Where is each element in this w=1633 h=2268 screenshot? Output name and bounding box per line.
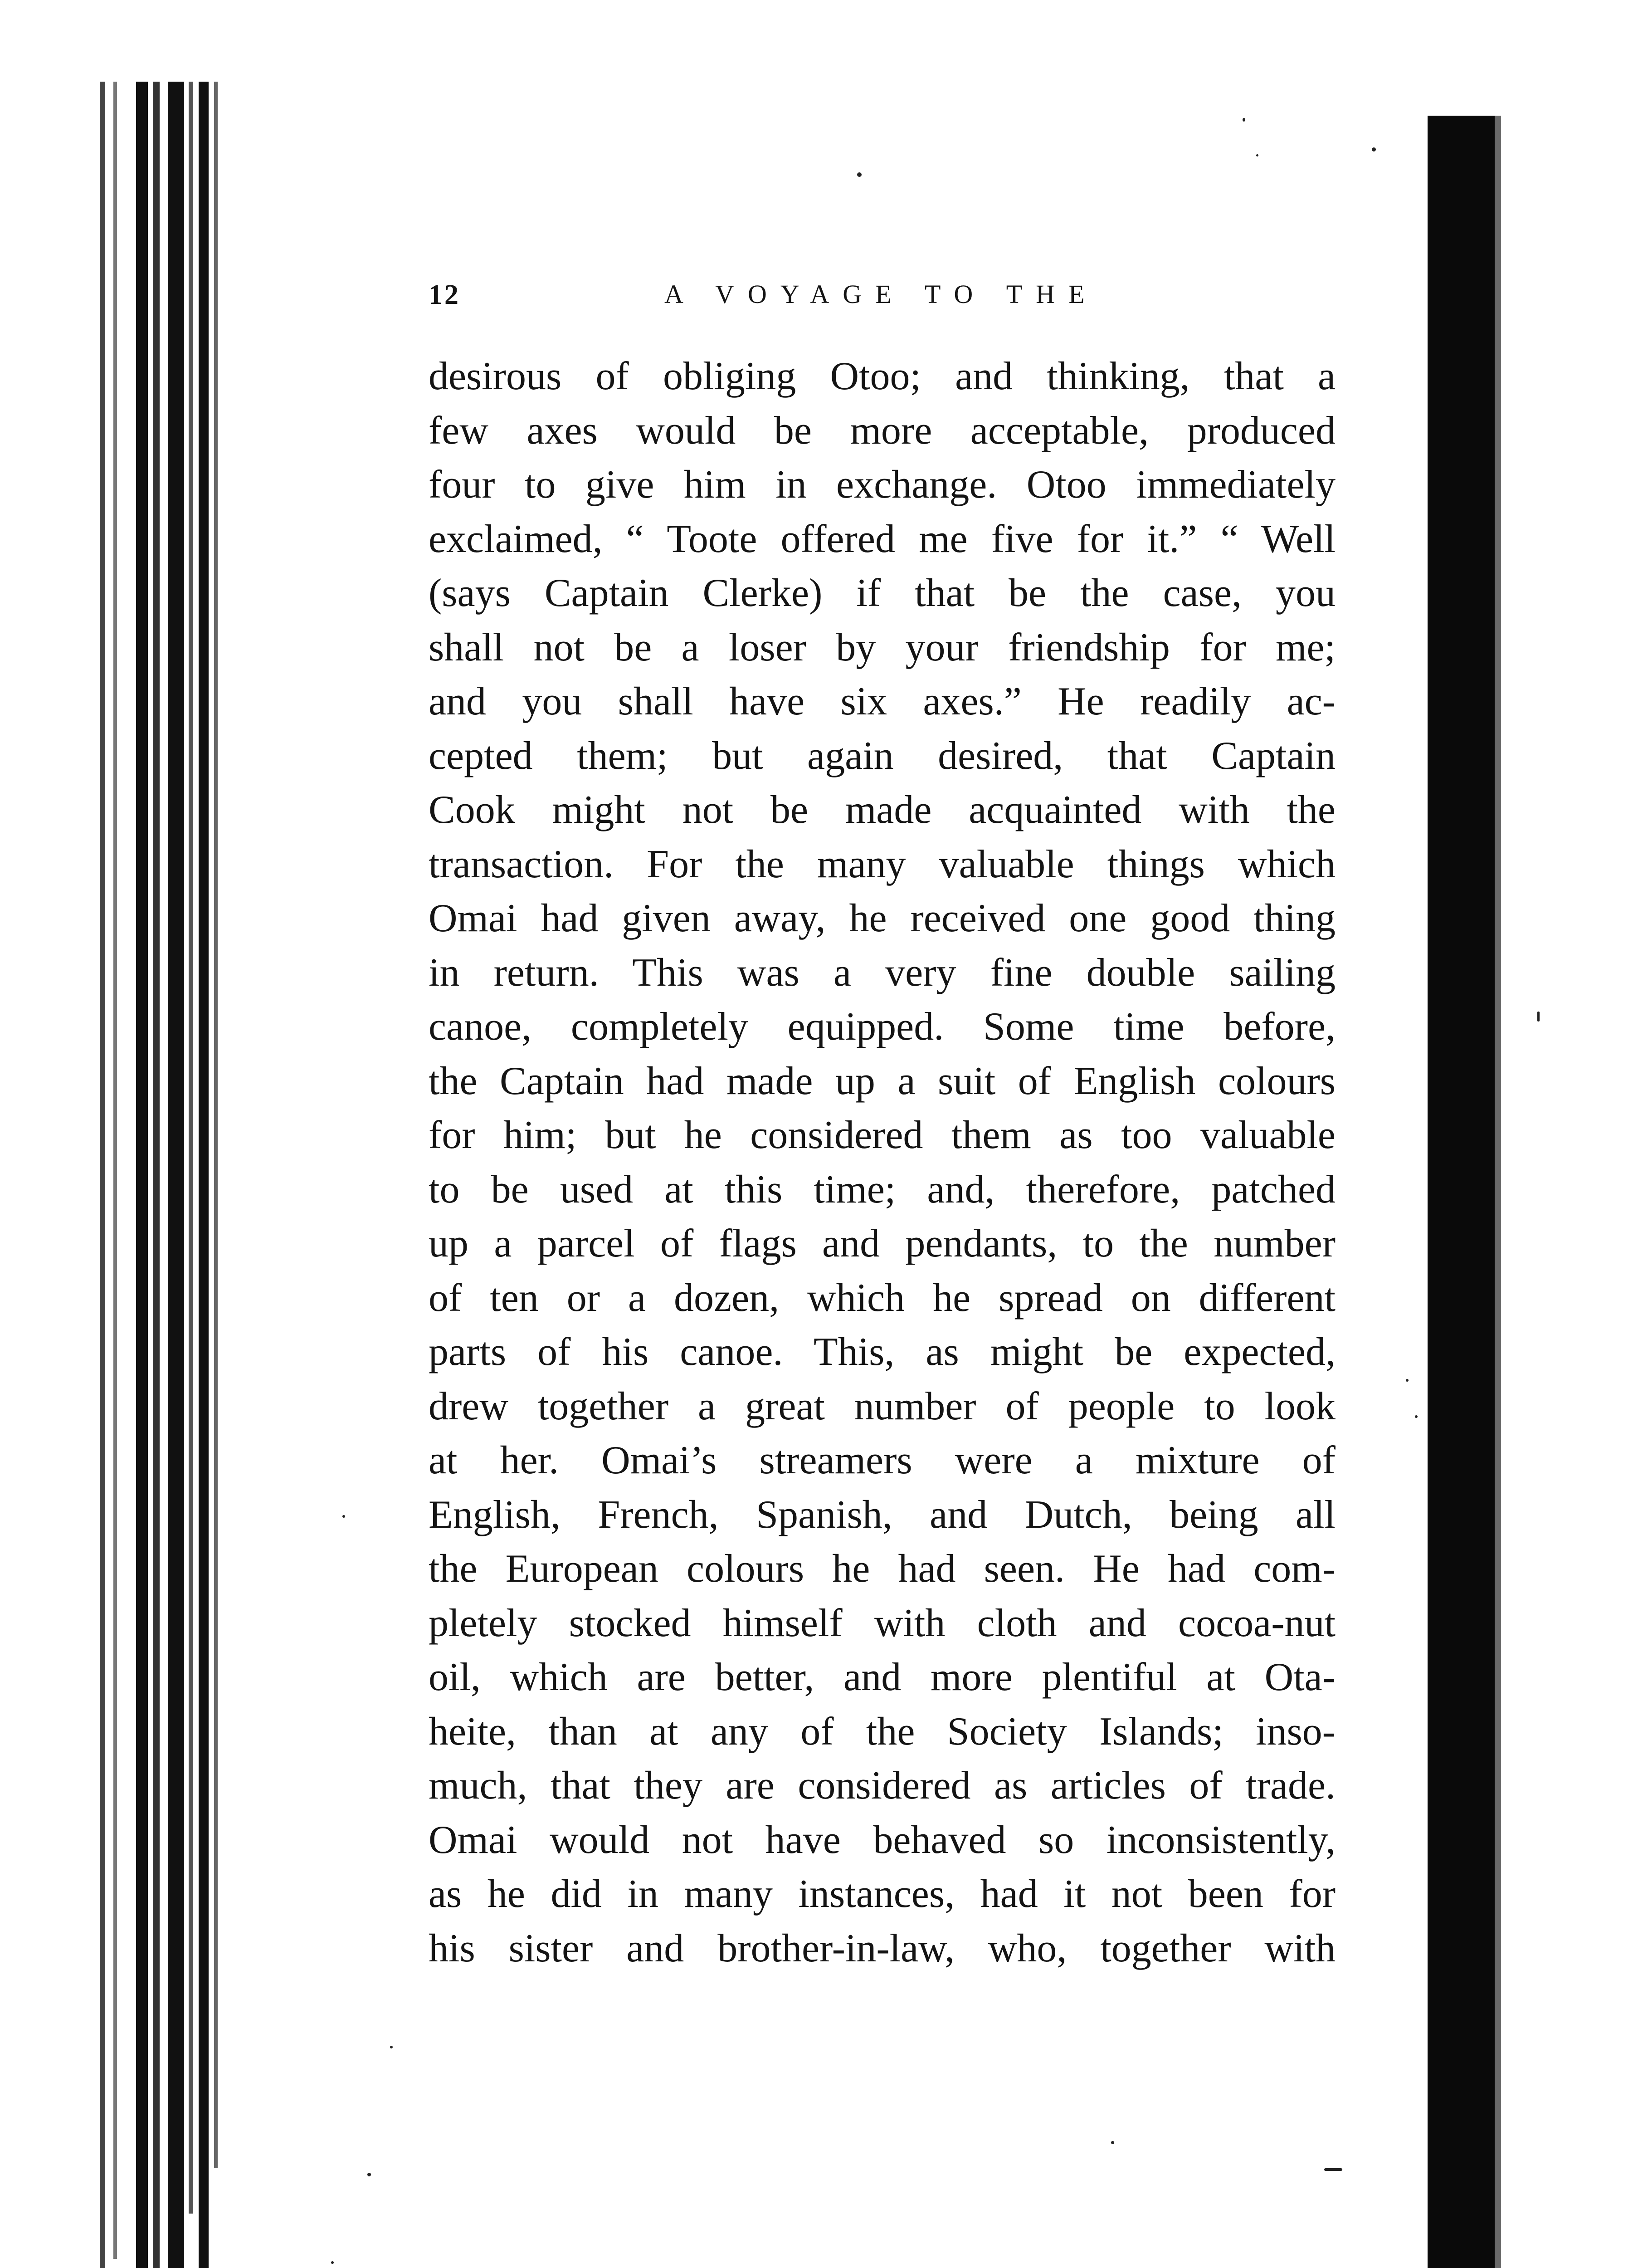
page-edge-shade [1495, 116, 1501, 2268]
text-line: few axes would be more acceptable, produced [429, 408, 1336, 453]
text-line: oil, which are better, and more plentiful at Ota- [429, 1655, 1336, 1699]
text-line: heite, than at any of the Society Islands; inso- [429, 1709, 1336, 1754]
binding-gutter [100, 82, 227, 2268]
text-line: (says Captain Clerke) if that be the case, you [429, 571, 1336, 615]
print-speck [1372, 147, 1376, 152]
print-speck [1111, 2141, 1114, 2144]
print-speck [390, 2046, 393, 2048]
text-line: and you shall have six axes.” He readily ac- [429, 679, 1336, 723]
text-line: desirous of obliging Otoo; and thinking, that a [429, 354, 1336, 398]
text-line: transaction. For the many valuable things which [429, 842, 1336, 886]
text-line: shall not be a loser by your friendship for me; [429, 625, 1336, 670]
body-text [429, 349, 1336, 1975]
text-line: exclaimed, “ Toote offered me five for it.” “ Well [429, 517, 1336, 561]
text-line: as he did in many instances, had it not been for [429, 1872, 1336, 1916]
text-line: cepted them; but again desired, that Captain [429, 733, 1336, 778]
text-line: of ten or a dozen, which he spread on different [429, 1276, 1336, 1320]
running-title: A VOYAGE TO THE [664, 279, 1098, 309]
print-speck [367, 2173, 371, 2176]
text-line: Omai had given away, he received one good thing [429, 896, 1336, 940]
text-line: his sister and brother-in-law, who, together with [429, 1926, 1336, 1970]
text-line: much, that they are considered as articles of trade. [429, 1764, 1336, 1808]
print-speck [1415, 1415, 1418, 1418]
text-line: Cook might not be made acquainted with the [429, 788, 1336, 832]
text-line: Omai would not have behaved so inconsistently, [429, 1818, 1336, 1862]
text-line: drew together a great number of people to look [429, 1384, 1336, 1428]
text-line: for him; but he considered them as too valuable [429, 1113, 1336, 1157]
text-line: English, French, Spanish, and Dutch, being all [429, 1492, 1336, 1537]
print-speck [342, 1515, 345, 1518]
page-edge-shadow [1428, 116, 1495, 2268]
page-number: 12 [429, 279, 460, 310]
text-line: pletely stocked himself with cloth and cocoa-nut [429, 1601, 1336, 1645]
text-line: in return. This was a very fine double sailing [429, 950, 1336, 995]
text-line: up a parcel of flags and pendants, to the number [429, 1222, 1336, 1266]
text-line: to be used at this time; and, therefore, patched [429, 1167, 1336, 1212]
print-speck [331, 2261, 334, 2264]
text-line: the Captain had made up a suit of English colours [429, 1059, 1336, 1103]
text-line: canoe, completely equipped. Some time before, [429, 1005, 1336, 1049]
text-line: parts of his canoe. This, as might be expected, [429, 1330, 1336, 1374]
text-line: at her. Omai’s streamers were a mixture of [429, 1438, 1336, 1482]
print-speck [1406, 1379, 1409, 1382]
page-header [429, 279, 1340, 324]
print-speck [1243, 118, 1245, 122]
print-speck [1324, 2168, 1342, 2171]
print-speck [857, 172, 862, 177]
text-line: four to give him in exchange. Otoo immediately [429, 463, 1336, 507]
print-speck [1537, 1012, 1540, 1022]
print-speck [1256, 154, 1258, 156]
text-line: the European colours he had seen. He had com- [429, 1547, 1336, 1591]
